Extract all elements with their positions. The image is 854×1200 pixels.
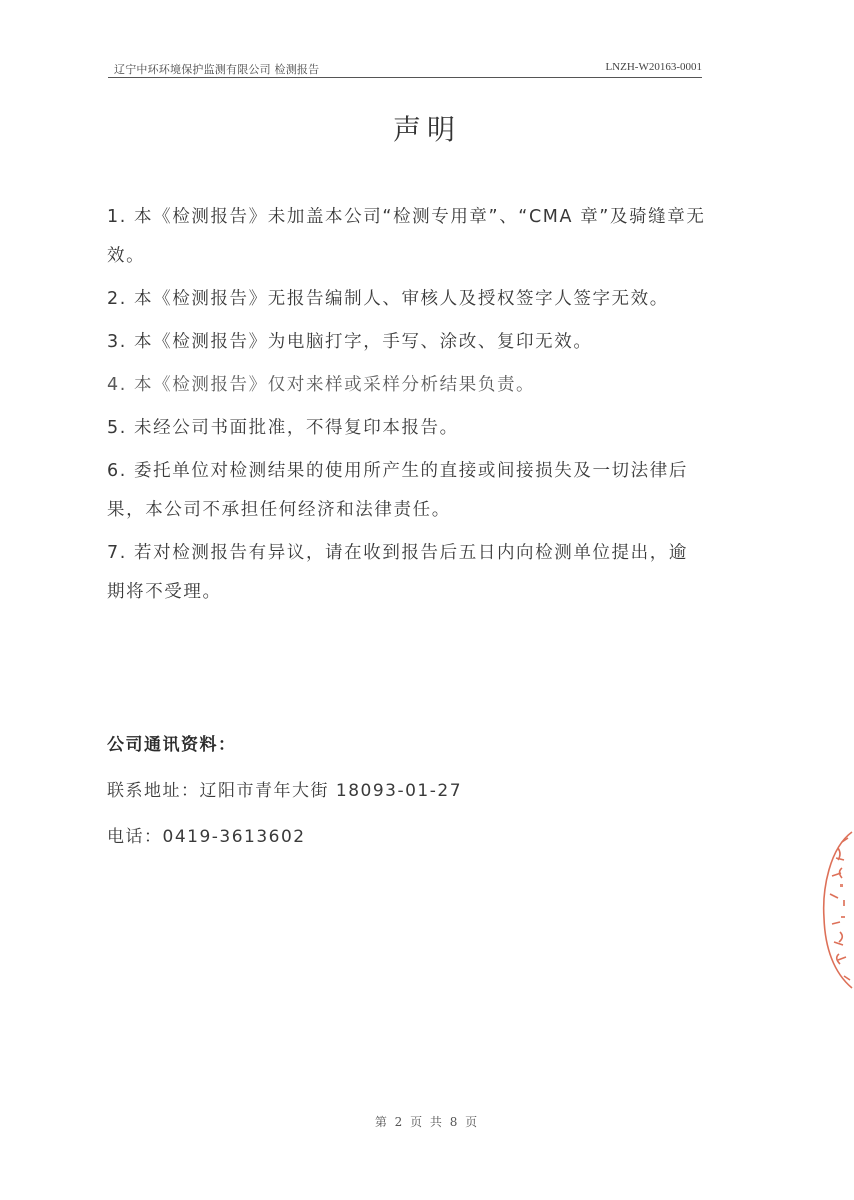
statement-item-2: 2. 本《检测报告》无报告编制人、审核人及授权签字人签字无效。	[107, 289, 669, 309]
contact-address: 联系地址：辽阳市青年大街 18093-01-27	[107, 781, 463, 801]
page-title: 声明	[392, 113, 461, 146]
statement-item-5: 5. 未经公司书面批准，不得复印本报告。	[107, 418, 459, 438]
report-header	[108, 61, 702, 77]
seal-stamp-icon	[812, 828, 854, 992]
statement-item-1: 1. 本《检测报告》未加盖本公司“检测专用章”、“CMA 章”及骑缝章无效。	[107, 207, 706, 266]
statement-list	[107, 198, 707, 616]
statement-item-6: 6. 委托单位对检测结果的使用所产生的直接或间接损失及一切法律后果，本公司不承担任何经济和法律责任。	[107, 461, 688, 520]
statement-item-7: 7. 若对检测报告有异议，请在收到报告后五日内向检测单位提出，逾期将不受理。	[107, 543, 688, 602]
header-report-number: LNZH-W20163-0001	[605, 61, 702, 73]
company-contact	[107, 730, 707, 852]
statement-item-4: 4. 本《检测报告》仅对来样或采样分析结果负责。	[107, 375, 536, 395]
contact-heading: 公司通讯资料：	[107, 735, 237, 755]
header-divider	[108, 77, 702, 78]
contact-phone: 电话：0419-3613602	[107, 827, 306, 847]
statement-item-3: 3. 本《检测报告》为电脑打字，手写、涂改、复印无效。	[107, 332, 593, 352]
header-company-title: 辽宁中环环境保护监测有限公司 检测报告	[114, 63, 320, 76]
page-number: 第 2 页 共 8 页	[374, 1115, 480, 1129]
